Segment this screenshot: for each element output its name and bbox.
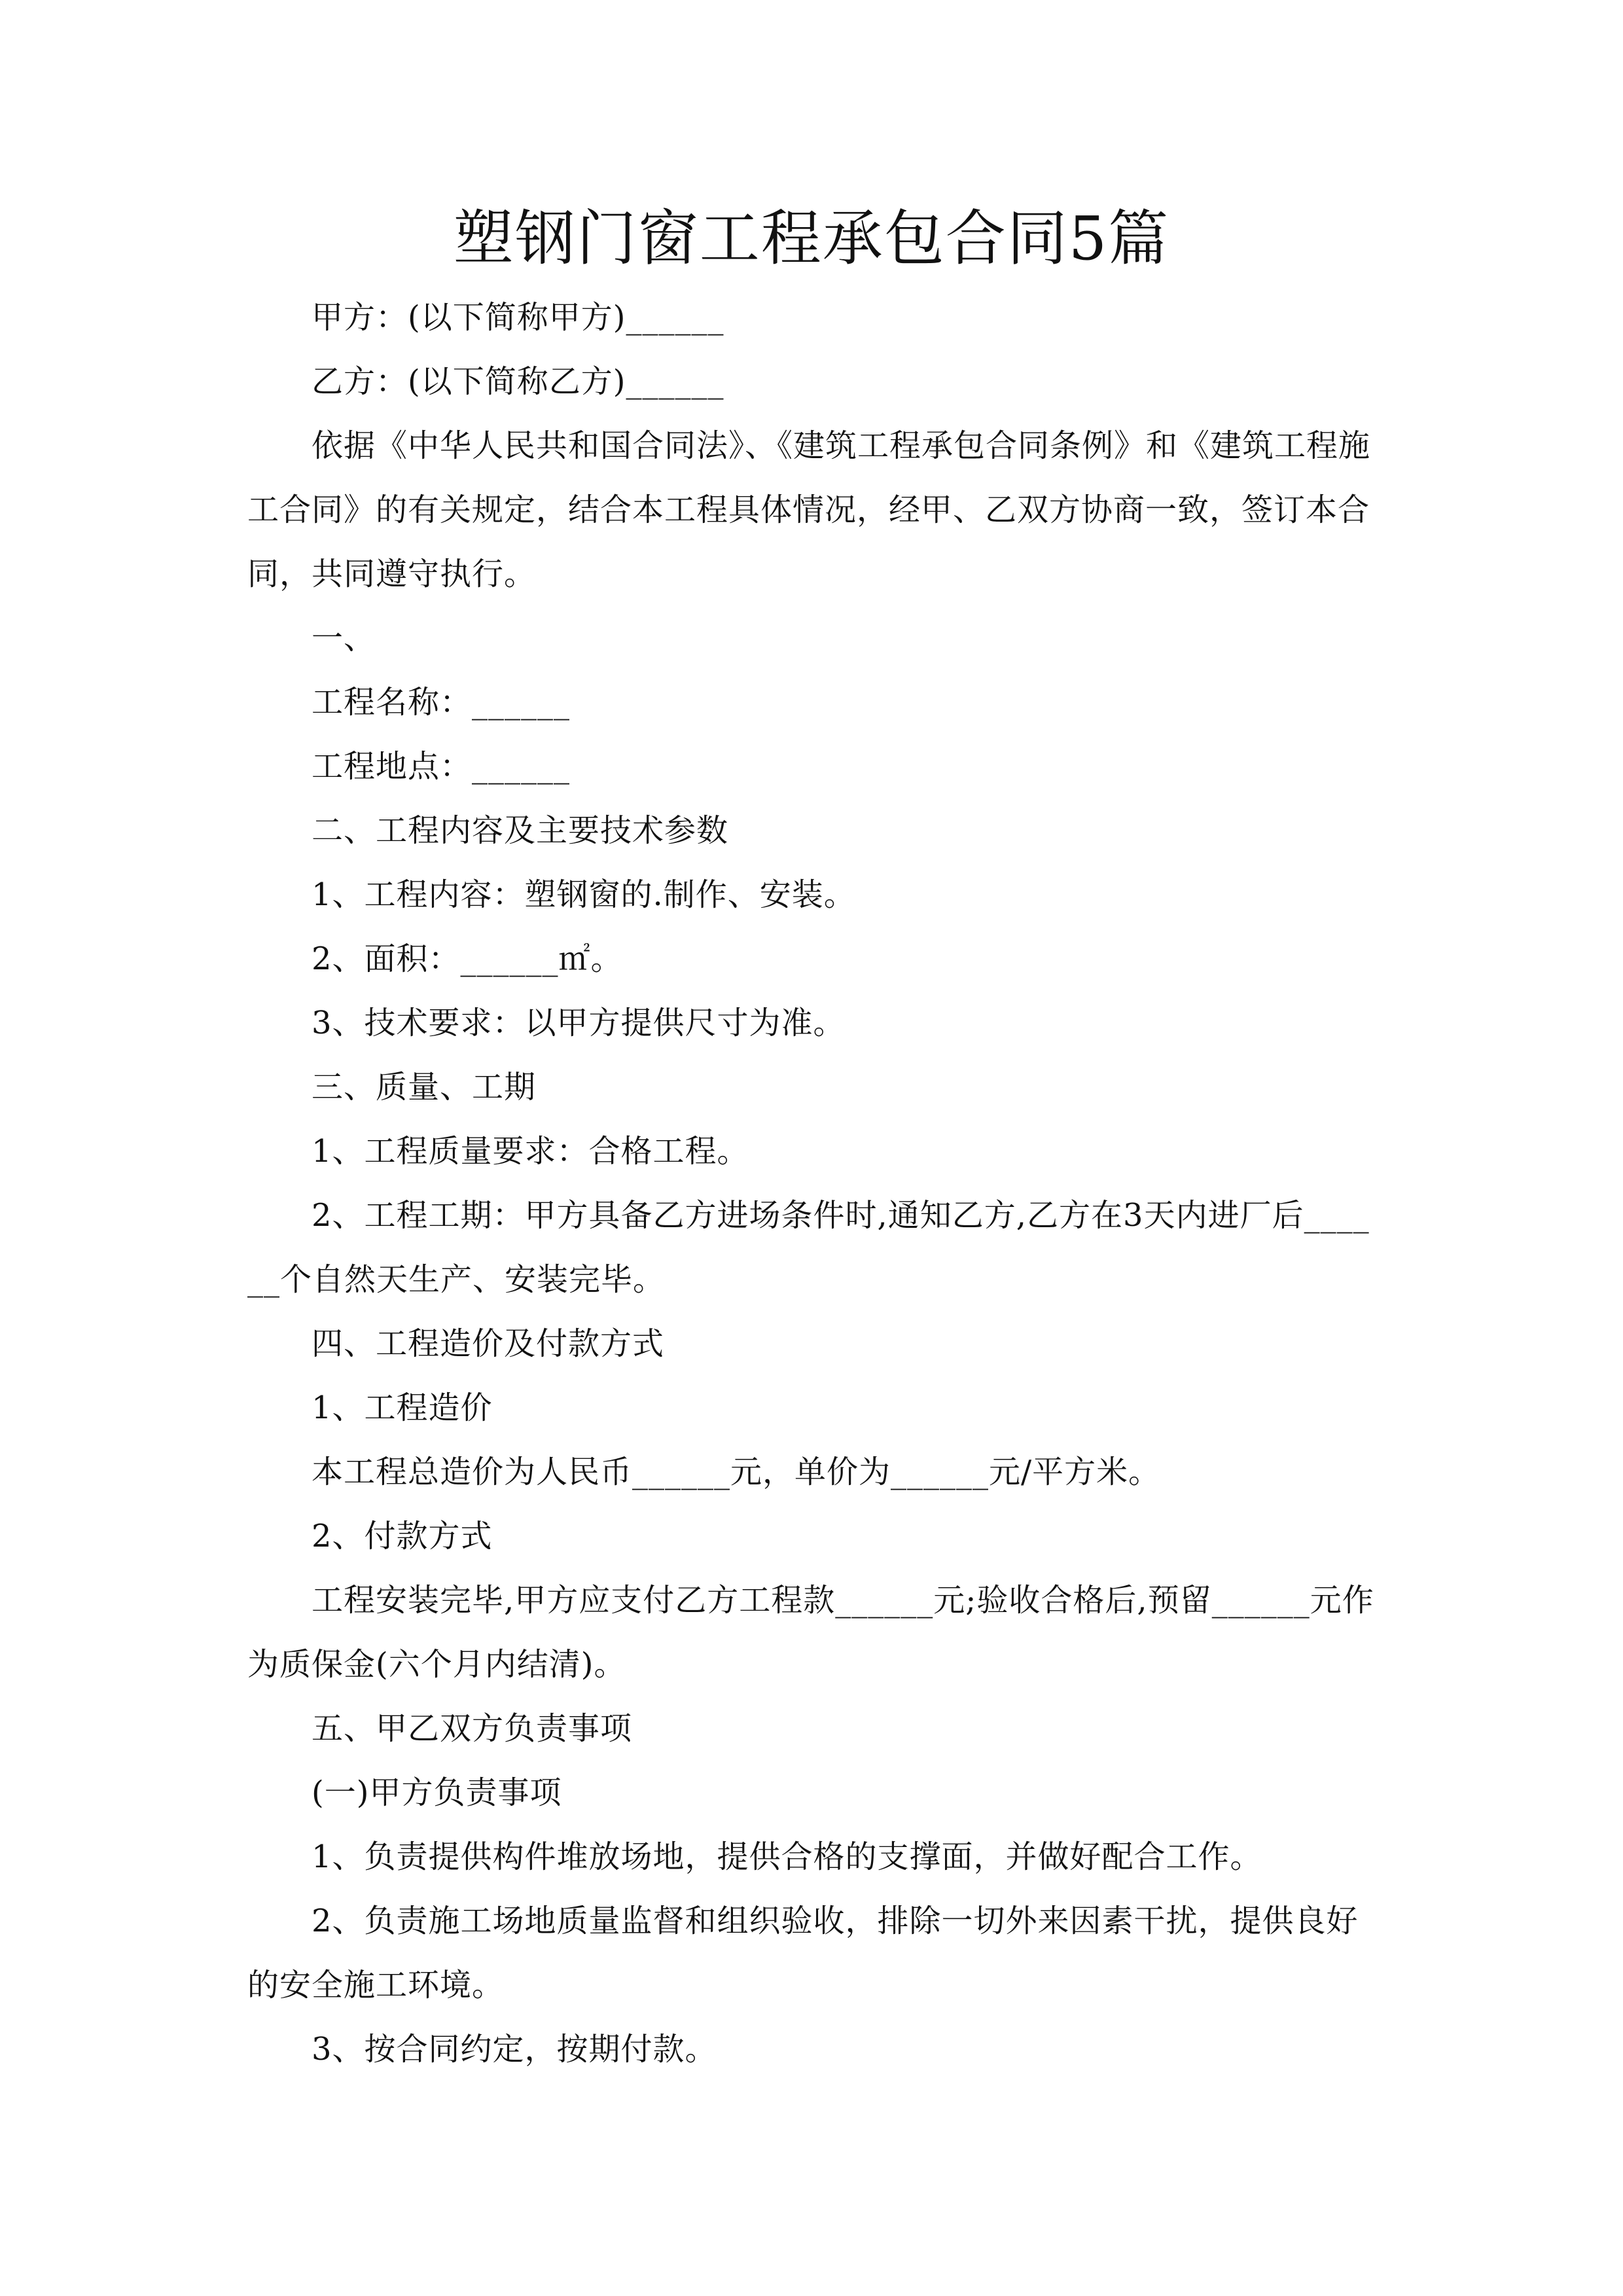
clause-3-2: 2、工程工期：甲方具备乙方进场条件时,通知乙方,乙方在3天内进厂后______个自然天生产、安装完毕。 <box>247 1197 1370 1298</box>
clause-5-1-3: 3、按合同约定，按期付款。 <box>312 2031 717 2068</box>
section-5-heading: 五、甲乙双方负责事项 <box>312 1710 633 1747</box>
clause-5-1-2: 2、负责施工场地质量监督和组织验收，排除一切外来因素干扰，提供良好的安全施工环境。 <box>247 1903 1359 2003</box>
clause-2-3: 3、技术要求：以甲方提供尺寸为准。 <box>312 1005 846 1041</box>
clause-4-2-detail: 工程安装完毕,甲方应支付乙方工程款______元;验收合格后,预留______元作为质保金(六个月内结清)。 <box>247 1582 1374 1683</box>
clause-5-1-1: 1、负责提供构件堆放场地，提供合格的支撑面，并做好配合工作。 <box>312 1839 1262 1875</box>
clause-3-1: 1、工程质量要求：合格工程。 <box>312 1133 749 1170</box>
clause-2-1: 1、工程内容：塑钢窗的.制作、安装。 <box>312 876 856 913</box>
section-1-heading: 一、 <box>312 620 376 656</box>
party-b-line: 乙方：(以下简称乙方)______ <box>312 363 724 400</box>
document-body <box>247 285 1380 2081</box>
clause-4-1: 1、工程造价 <box>312 1390 493 1426</box>
section-2-heading: 二、工程内容及主要技术参数 <box>312 812 729 849</box>
document-title: 塑钢门窗工程承包合同5篇 <box>453 204 1170 274</box>
project-name-line: 工程名称：______ <box>312 684 571 721</box>
clause-4-2: 2、付款方式 <box>312 1518 493 1554</box>
clause-2-2: 2、面积：______㎡。 <box>312 941 623 977</box>
section-4-heading: 四、工程造价及付款方式 <box>312 1325 665 1362</box>
section-3-heading: 三、质量、工期 <box>312 1069 537 1105</box>
preamble-paragraph: 依据《中华人民共和国合同法》、《建筑工程承包合同条例》和《建筑工程施工合同》的有关规定，结合本工程具体情况，经甲、乙双方协商一致，签订本合同，共同遵守执行。 <box>247 427 1371 592</box>
project-location-line: 工程地点：______ <box>312 748 571 785</box>
subsection-5-1-heading: (一)甲方负责事项 <box>312 1774 562 1811</box>
party-a-line: 甲方：(以下简称甲方)______ <box>312 299 724 336</box>
clause-4-1-detail: 本工程总造价为人民币______元，单价为______元/平方米。 <box>312 1454 1161 1490</box>
